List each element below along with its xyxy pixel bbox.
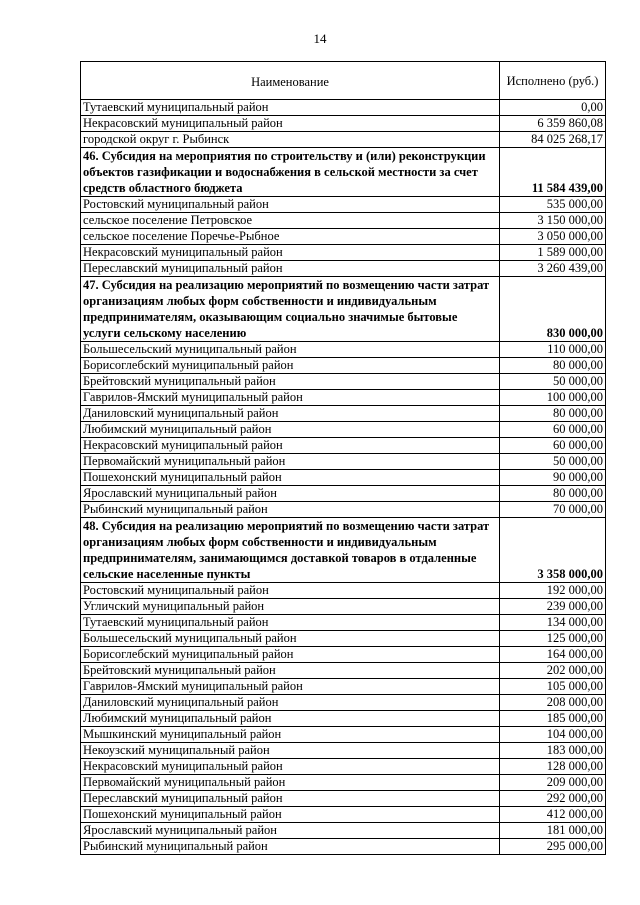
table-row	[81, 422, 606, 438]
section-title: 46. Субсидия на мероприятия по строительству и (или) реконструкции объектов газификации и водоснабжения в сельской местности за счет средств областного бюджета	[81, 148, 500, 197]
recipient-name: Некрасовский муниципальный район	[81, 245, 500, 261]
table-row	[81, 839, 606, 855]
section-title: 48. Субсидия на реализацию мероприятий по возмещению части затрат организациям любых форм собственности и индивидуальным предпринимателям, занимающимся доставкой товаров в отдаленные сельские населенные пункты	[81, 518, 500, 583]
amount-cell: 105 000,00	[500, 679, 606, 695]
subsidy-table	[80, 61, 606, 855]
recipient-name: Рыбинский муниципальный район	[81, 839, 500, 855]
table-row	[81, 213, 606, 229]
amount-cell: 6 359 860,08	[500, 116, 606, 132]
recipient-name: Тутаевский муниципальный район	[81, 100, 500, 116]
amount-cell: 209 000,00	[500, 775, 606, 791]
table-row	[81, 695, 606, 711]
table-row	[81, 727, 606, 743]
section-title: 47. Субсидия на реализацию мероприятий по возмещению части затрат организациям любых форм собственности и индивидуальным предпринимателям, оказывающим социально значимые бытовые услуги сельскому населению	[81, 277, 500, 342]
amount-cell: 50 000,00	[500, 454, 606, 470]
recipient-name: Брейтовский муниципальный район	[81, 663, 500, 679]
amount-cell: 80 000,00	[500, 406, 606, 422]
table-row	[81, 374, 606, 390]
amount-cell: 535 000,00	[500, 197, 606, 213]
amount-cell: 412 000,00	[500, 807, 606, 823]
table-row	[81, 438, 606, 454]
table-row	[81, 342, 606, 358]
table-row	[81, 116, 606, 132]
amount-cell: 3 050 000,00	[500, 229, 606, 245]
amount-cell: 164 000,00	[500, 647, 606, 663]
amount-cell: 90 000,00	[500, 470, 606, 486]
section-header-row	[81, 148, 606, 197]
amount-cell: 60 000,00	[500, 438, 606, 454]
amount-cell: 104 000,00	[500, 727, 606, 743]
recipient-name: Первомайский муниципальный район	[81, 775, 500, 791]
table-row	[81, 502, 606, 518]
table-row	[81, 486, 606, 502]
table-row	[81, 245, 606, 261]
recipient-name: Переславский муниципальный район	[81, 791, 500, 807]
table-row	[81, 100, 606, 116]
amount-cell: 202 000,00	[500, 663, 606, 679]
table-row	[81, 229, 606, 245]
amount-cell: 125 000,00	[500, 631, 606, 647]
amount-cell: 292 000,00	[500, 791, 606, 807]
table-row	[81, 358, 606, 374]
amount-cell: 1 589 000,00	[500, 245, 606, 261]
recipient-name: Даниловский муниципальный район	[81, 695, 500, 711]
table-row	[81, 759, 606, 775]
amount-cell: 50 000,00	[500, 374, 606, 390]
recipient-name: Угличский муниципальный район	[81, 599, 500, 615]
recipient-name: Некоузский муниципальный район	[81, 743, 500, 759]
amount-cell: 3 260 439,00	[500, 261, 606, 277]
recipient-name: Борисоглебский муниципальный район	[81, 358, 500, 374]
table-row	[81, 791, 606, 807]
table-row	[81, 197, 606, 213]
recipient-name: Пошехонский муниципальный район	[81, 470, 500, 486]
section-total: 830 000,00	[500, 277, 606, 342]
table-row	[81, 743, 606, 759]
recipient-name: Мышкинский муниципальный район	[81, 727, 500, 743]
table-row	[81, 631, 606, 647]
amount-cell: 134 000,00	[500, 615, 606, 631]
table-row	[81, 599, 606, 615]
table-row	[81, 454, 606, 470]
recipient-name: Рыбинский муниципальный район	[81, 502, 500, 518]
amount-cell: 295 000,00	[500, 839, 606, 855]
amount-cell: 3 150 000,00	[500, 213, 606, 229]
section-total: 11 584 439,00	[500, 148, 606, 197]
amount-cell: 239 000,00	[500, 599, 606, 615]
recipient-name: Ростовский муниципальный район	[81, 197, 500, 213]
recipient-name: Большесельский муниципальный район	[81, 631, 500, 647]
table-row	[81, 390, 606, 406]
recipient-name: Гаврилов-Ямский муниципальный район	[81, 390, 500, 406]
recipient-name: Борисоглебский муниципальный район	[81, 647, 500, 663]
table-row	[81, 132, 606, 148]
table-row	[81, 679, 606, 695]
amount-cell: 128 000,00	[500, 759, 606, 775]
amount-cell: 80 000,00	[500, 486, 606, 502]
recipient-name: Брейтовский муниципальный район	[81, 374, 500, 390]
table-row	[81, 647, 606, 663]
amount-cell: 185 000,00	[500, 711, 606, 727]
table-row	[81, 583, 606, 599]
recipient-name: городской округ г. Рыбинск	[81, 132, 500, 148]
table-row	[81, 406, 606, 422]
table-row	[81, 663, 606, 679]
section-header-row	[81, 277, 606, 342]
recipient-name: Большесельский муниципальный район	[81, 342, 500, 358]
table-row	[81, 470, 606, 486]
recipient-name: Ростовский муниципальный район	[81, 583, 500, 599]
recipient-name: Некрасовский муниципальный район	[81, 759, 500, 775]
amount-cell: 60 000,00	[500, 422, 606, 438]
table-row	[81, 807, 606, 823]
column-header-name: Наименование	[81, 62, 500, 100]
amount-cell: 183 000,00	[500, 743, 606, 759]
recipient-name: Некрасовский муниципальный район	[81, 438, 500, 454]
recipient-name: Первомайский муниципальный район	[81, 454, 500, 470]
table-row	[81, 261, 606, 277]
amount-cell: 110 000,00	[500, 342, 606, 358]
table-row	[81, 615, 606, 631]
table-row	[81, 823, 606, 839]
recipient-name: сельское поселение Поречье-Рыбное	[81, 229, 500, 245]
section-total: 3 358 000,00	[500, 518, 606, 583]
recipient-name: сельское поселение Петровское	[81, 213, 500, 229]
amount-cell: 70 000,00	[500, 502, 606, 518]
table-row	[81, 711, 606, 727]
amount-cell: 208 000,00	[500, 695, 606, 711]
amount-cell: 0,00	[500, 100, 606, 116]
page-number: 14	[313, 31, 327, 46]
recipient-name: Гаврилов-Ямский муниципальный район	[81, 679, 500, 695]
table-body	[81, 100, 606, 855]
recipient-name: Любимский муниципальный район	[81, 422, 500, 438]
amount-cell: 84 025 268,17	[500, 132, 606, 148]
recipient-name: Даниловский муниципальный район	[81, 406, 500, 422]
recipient-name: Любимский муниципальный район	[81, 711, 500, 727]
recipient-name: Пошехонский муниципальный район	[81, 807, 500, 823]
column-header-executed: Исполнено (руб.)	[500, 62, 606, 100]
recipient-name: Ярославский муниципальный район	[81, 823, 500, 839]
section-header-row	[81, 518, 606, 583]
amount-cell: 192 000,00	[500, 583, 606, 599]
recipient-name: Тутаевский муниципальный район	[81, 615, 500, 631]
table-header-row	[81, 62, 606, 100]
recipient-name: Ярославский муниципальный район	[81, 486, 500, 502]
table-row	[81, 775, 606, 791]
amount-cell: 181 000,00	[500, 823, 606, 839]
recipient-name: Переславский муниципальный район	[81, 261, 500, 277]
amount-cell: 80 000,00	[500, 358, 606, 374]
recipient-name: Некрасовский муниципальный район	[81, 116, 500, 132]
amount-cell: 100 000,00	[500, 390, 606, 406]
